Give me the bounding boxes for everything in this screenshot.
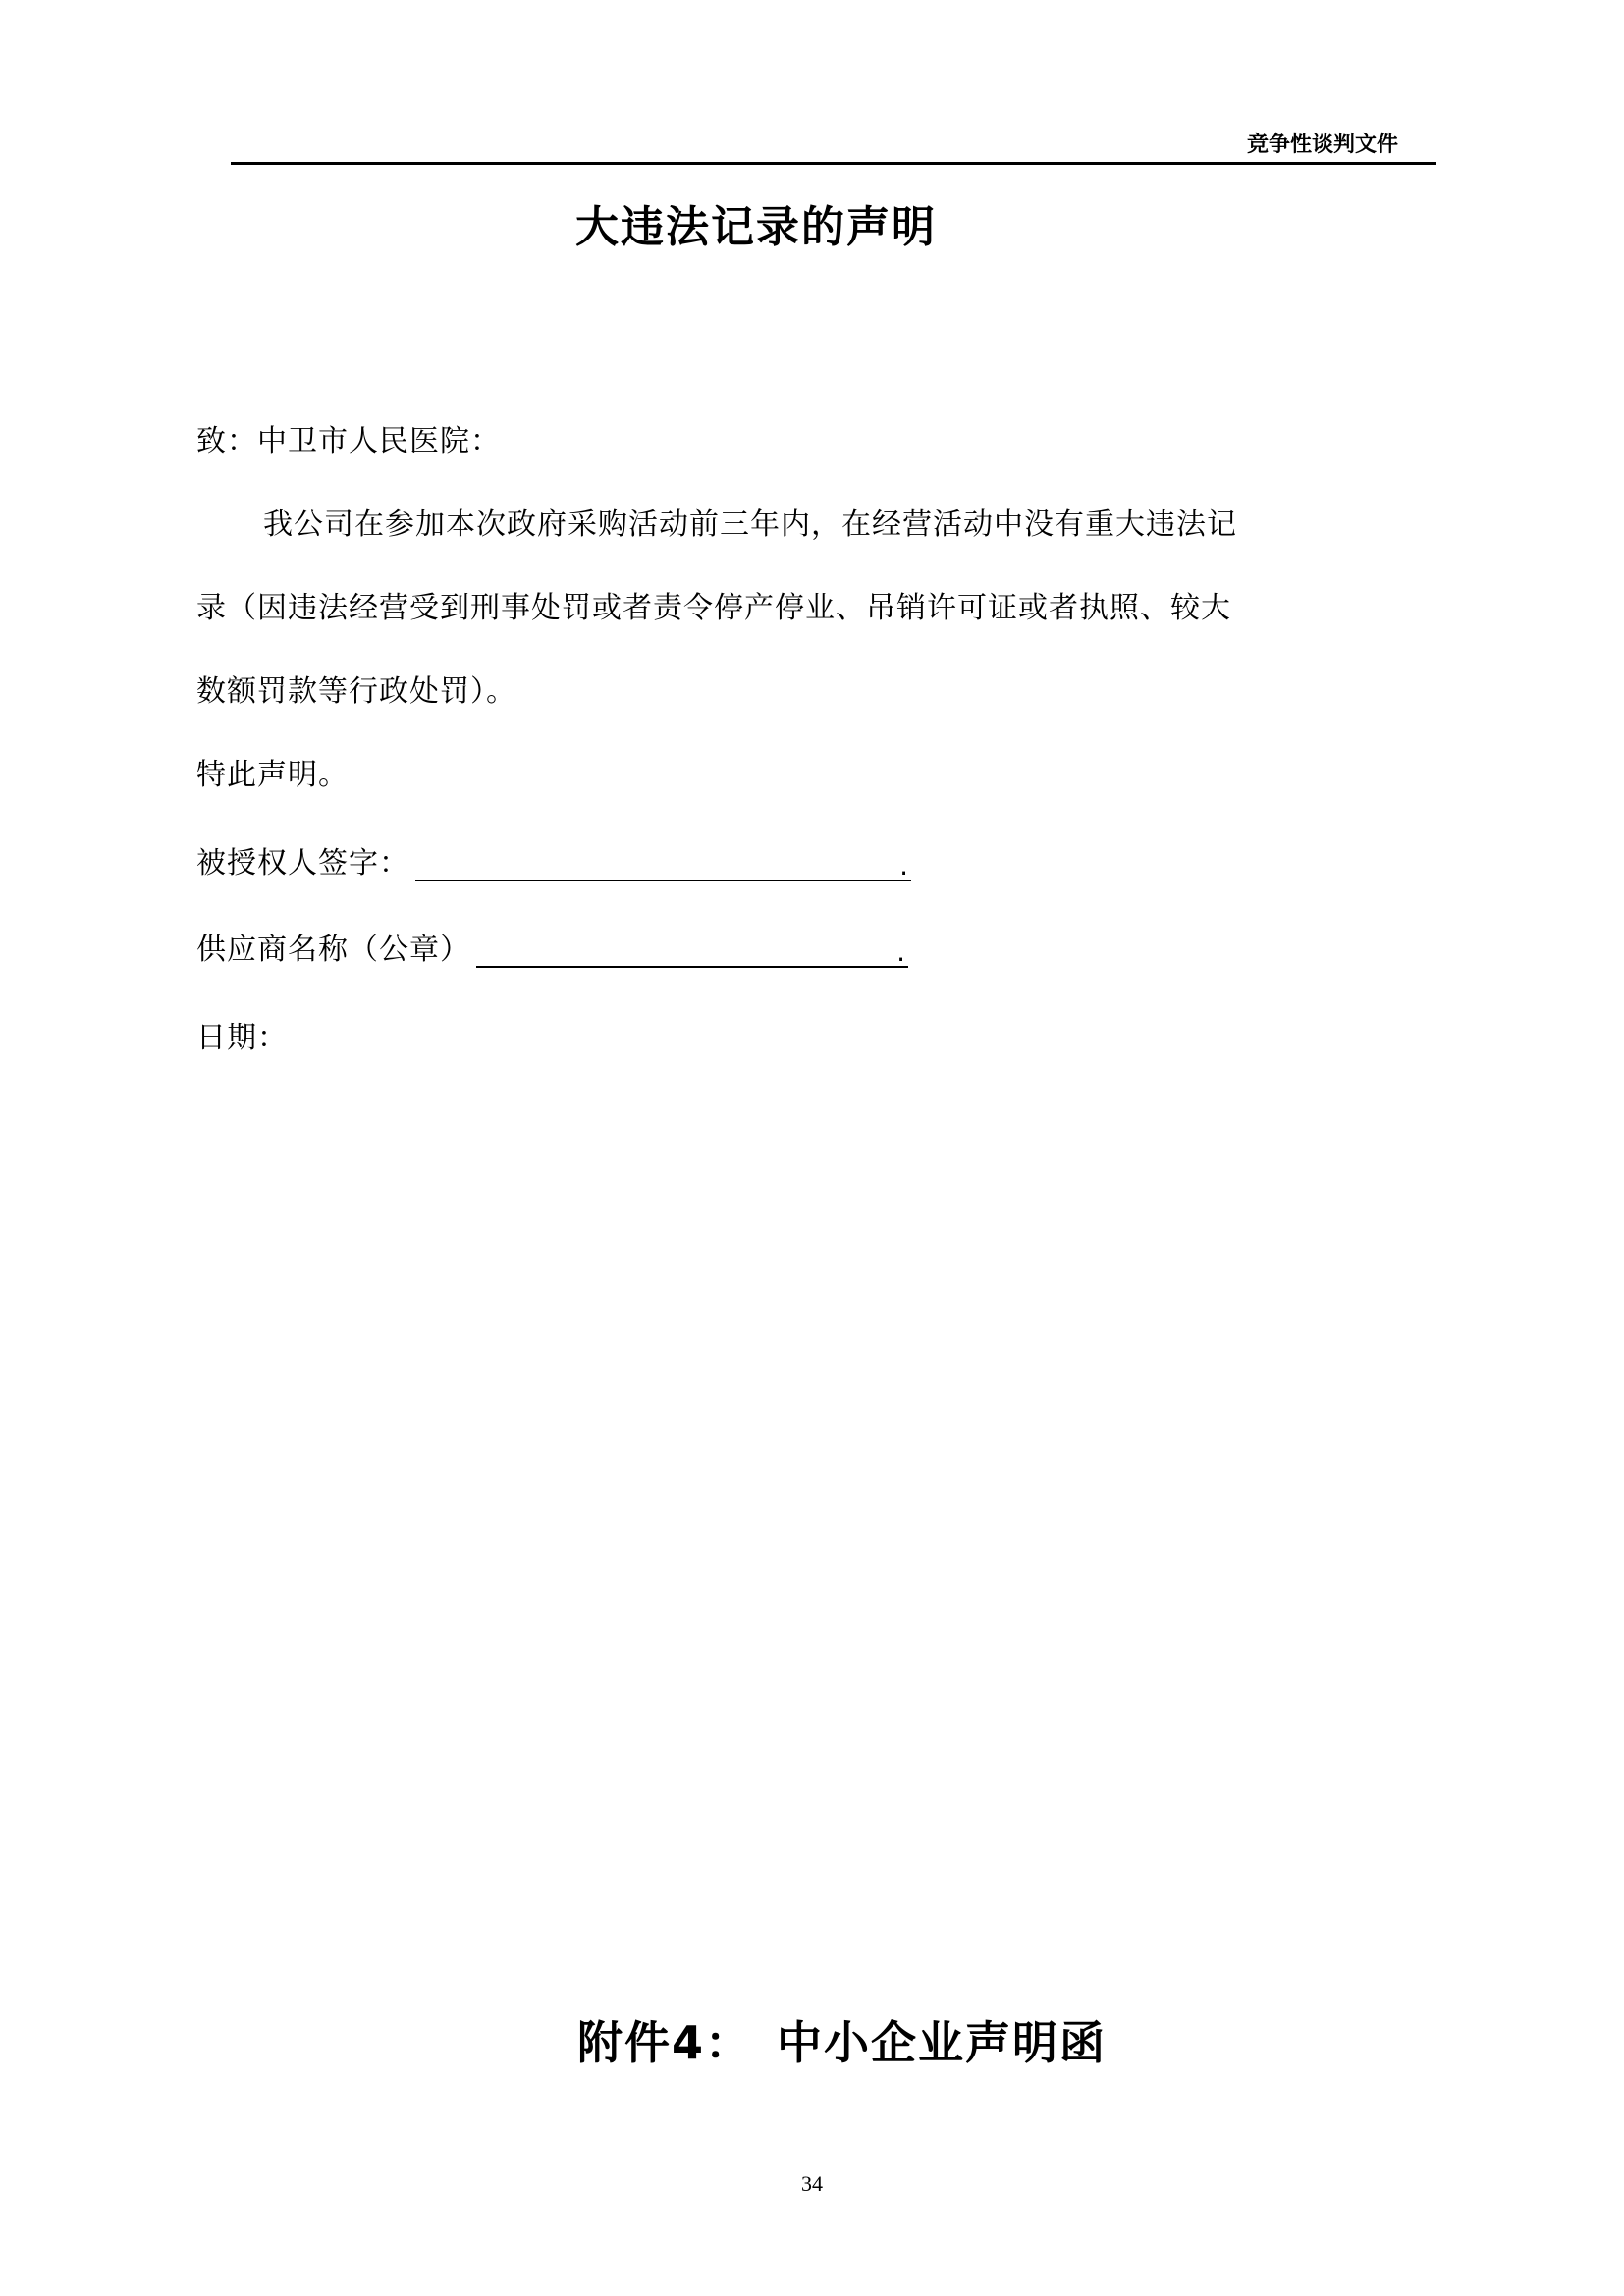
- supplier-name-blank[interactable]: [476, 936, 908, 968]
- statement-line-1: 我公司在参加本次政府采购活动前三年内，在经营活动中没有重大违法记: [263, 507, 1237, 542]
- statement-line-2: 录（因违法经营受到刑事处罚或者责令停产停业、吊销许可证或者执照、较大: [196, 591, 1231, 625]
- supplier-name-row: [196, 933, 908, 968]
- header-rule: [231, 162, 1436, 165]
- authorized-signature-label: 被授权人签字：: [196, 846, 409, 881]
- authorized-signature-row: [196, 846, 911, 881]
- page-title: 大违法记录的声明: [575, 202, 937, 252]
- authorized-signature-dot: .: [899, 849, 909, 881]
- date-label: 日期：: [196, 1021, 288, 1055]
- supplier-name-label: 供应商名称（公章）: [196, 933, 470, 967]
- header-doc-type: 竞争性谈判文件: [1246, 133, 1398, 157]
- next-section-title: 附件4： 中小企业声明函: [577, 2016, 1108, 2069]
- statement-line-3: 数额罚款等行政处罚）。: [196, 674, 516, 709]
- authorized-signature-blank[interactable]: [415, 850, 911, 881]
- page-number: 34: [801, 2171, 823, 2196]
- supplier-name-dot: .: [896, 935, 906, 968]
- addressee: 致：中卫市人民医院：: [196, 424, 501, 458]
- closing-text: 特此声明。: [196, 758, 349, 792]
